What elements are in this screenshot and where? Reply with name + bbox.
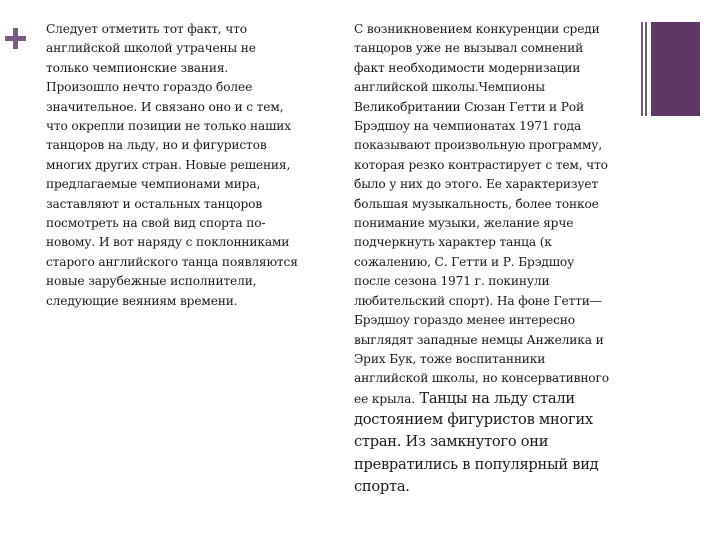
text-line: понимание музыки, желание ярче — [354, 216, 574, 231]
text-line-large: достоянием фигуристов многих — [354, 411, 593, 429]
text-line: английской школы.Чемпионы — [354, 80, 545, 95]
text-line: только чемпионские звания. — [46, 60, 229, 75]
text-line: выглядят западные немцы Анжелика и — [354, 332, 604, 347]
text-line: после сезона 1971 г. покинули — [354, 274, 550, 289]
text-line: новые зарубежные исполнители, — [46, 274, 257, 289]
text-line: многих других стран. Новые решения, — [46, 157, 291, 172]
text-fragment-small: ее крыла. — [354, 391, 415, 406]
text-line: старого английского танца появляются — [46, 254, 298, 269]
text-line: большая музыкальность, более тонкое — [354, 196, 599, 211]
mixed-size-line — [354, 389, 632, 409]
text-fragment-large: Танцы на льду стали — [414, 389, 575, 407]
text-line: Произошло нечто гораздо более — [46, 80, 253, 95]
plus-icon — [5, 28, 26, 49]
text-line: новому. И вот наряду с поклонниками — [46, 235, 290, 250]
text-line: С возникновением конкуренции среди — [354, 22, 600, 36]
decorative-block — [651, 22, 700, 116]
text-line: что окрепли позиции не только наших — [46, 119, 291, 134]
text-line: танцоров уже не вызывал сомнений — [354, 41, 584, 56]
text-line: предлагаемые чемпионами мира, — [46, 177, 261, 192]
text-line: значительное. И связано оно и с тем, — [46, 99, 284, 114]
text-line: показывают произвольную программу, — [354, 138, 603, 153]
text-line: заставляют и остальных танцоров — [46, 196, 263, 211]
text-line: посмотреть на свой вид спорта по- — [46, 216, 266, 231]
text-line-large: спорта. — [354, 477, 410, 495]
text-line-large: превратились в популярный вид — [354, 455, 599, 473]
text-line: Следует отметить тот факт, что — [46, 22, 247, 36]
text-line: было у них до этого. Ее характеризует — [354, 177, 599, 192]
text-line: которая резко контрастирует с тем, что — [354, 157, 608, 172]
text-line: Эрих Бук, тоже воспитанники — [354, 351, 546, 366]
text-line: Великобритании Сюзан Гетти и Рой — [354, 99, 584, 114]
text-line: Брэдшоу на чемпионатах 1971 года — [354, 119, 582, 134]
text-line: английской школой утрачены не — [46, 41, 256, 56]
text-line: любительский спорт). На фоне Гетти— — [354, 293, 602, 308]
text-line-large: стран. Из замкнутого они — [354, 433, 549, 451]
text-line: следующие веяниям времени. — [46, 293, 238, 308]
decorative-line — [645, 22, 647, 116]
left-text-column — [46, 20, 328, 311]
text-line: Брэдшоу гораздо менее интересно — [354, 313, 575, 328]
text-line: подчеркнуть характер танца (к — [354, 235, 552, 250]
right-text-column — [354, 20, 632, 498]
text-line: факт необходимости модернизации — [354, 60, 581, 75]
text-line: танцоров на льду, но и фигуристов — [46, 138, 267, 153]
text-line: сожалению, С. Гетти и Р. Брэдшоу — [354, 254, 575, 269]
decorative-line — [641, 22, 643, 116]
text-line: английской школы, но консервативного — [354, 371, 609, 386]
